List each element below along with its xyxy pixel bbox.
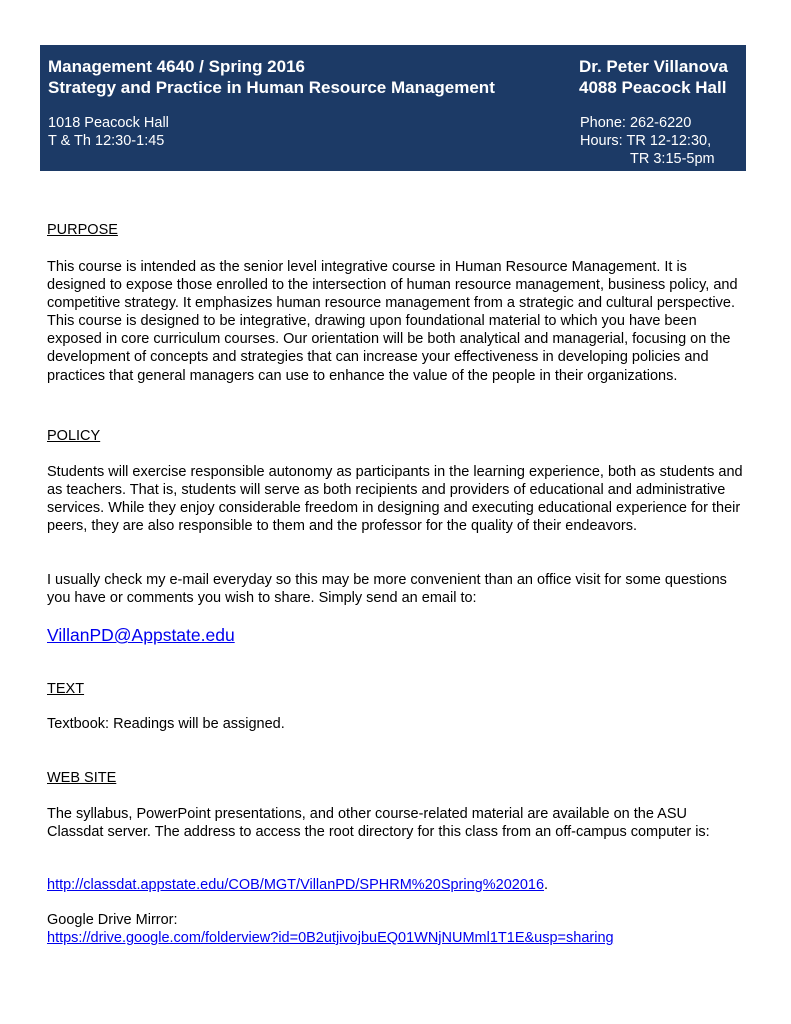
- website-paragraph: The syllabus, PowerPoint presentations, and other course-related material are available on the ASU Classdat server. The address to access the root directory for this class from an off-campus computer is:: [47, 806, 710, 841]
- class-location: 1018 Peacock Hall: [48, 115, 169, 131]
- google-drive-url-line: [47, 930, 614, 946]
- google-drive-mirror-link[interactable]: https://drive.google.com/folderview?id=0B2utjivojbuEQ01WNjNUMml1T1E&usp=sharing: [47, 930, 614, 946]
- course-title: Management 4640 / Spring 2016: [48, 57, 305, 76]
- policy-heading: POLICY: [47, 428, 101, 444]
- classdat-url-line: [47, 877, 548, 893]
- office-hours-line-2: TR 3:15-5pm: [630, 151, 715, 167]
- classdat-url-period: .: [544, 877, 549, 893]
- policy-paragraph: Students will exercise responsible autonomy as participants in the learning experience, both as students and as teachers. That is, students will serve as both recipients and providers of educational and administrative services. While they enjoy considerable freedom in designing and executing educational experience for their peers, they are also responsible to them and the professor for the quality of their endeavors.: [47, 464, 743, 535]
- course-subtitle: Strategy and Practice in Human Resource Management: [48, 78, 495, 97]
- google-drive-mirror-label: Google Drive Mirror:: [47, 912, 178, 928]
- email-instruction-paragraph: I usually check my e-mail everyday so this may be more convenient than an office visit for some questions you have or comments you wish to share. Simply send an email to:: [47, 572, 727, 607]
- course-header-banner: [40, 45, 746, 171]
- instructor-email-link[interactable]: VillanPD@Appstate.edu: [47, 625, 235, 645]
- instructor-name: Dr. Peter Villanova: [579, 57, 728, 76]
- text-heading: TEXT: [47, 681, 85, 697]
- instructor-phone: Phone: 262-6220: [580, 115, 692, 131]
- purpose-heading: PURPOSE: [47, 222, 118, 238]
- office-hours-line-1: Hours: TR 12-12:30,: [580, 133, 712, 149]
- classdat-url-link[interactable]: http://classdat.appstate.edu/COB/MGT/VillanPD/SPHRM%20Spring%202016: [47, 877, 545, 893]
- website-heading: WEB SITE: [47, 770, 117, 786]
- purpose-paragraph: This course is intended as the senior level integrative course in Human Resource Management. It is designed to expose those enrolled to the intersection of human resource management, business policy, and competitive strategy. It emphasizes human resource management from a strategic and cultural perspective. This course is designed to be integrative, drawing upon foundational material to which you have been exposed in core curriculum courses. Our orientation will be both analytical and managerial, focusing on the development of concepts and strategies that can increase your effectiveness in developing policies and practices that general managers can use to enhance the value of the people in their organizations.: [47, 259, 738, 384]
- instructor-office: 4088 Peacock Hall: [579, 78, 727, 97]
- textbook-note: Textbook: Readings will be assigned.: [47, 716, 285, 732]
- class-schedule: T & Th 12:30-1:45: [48, 133, 165, 149]
